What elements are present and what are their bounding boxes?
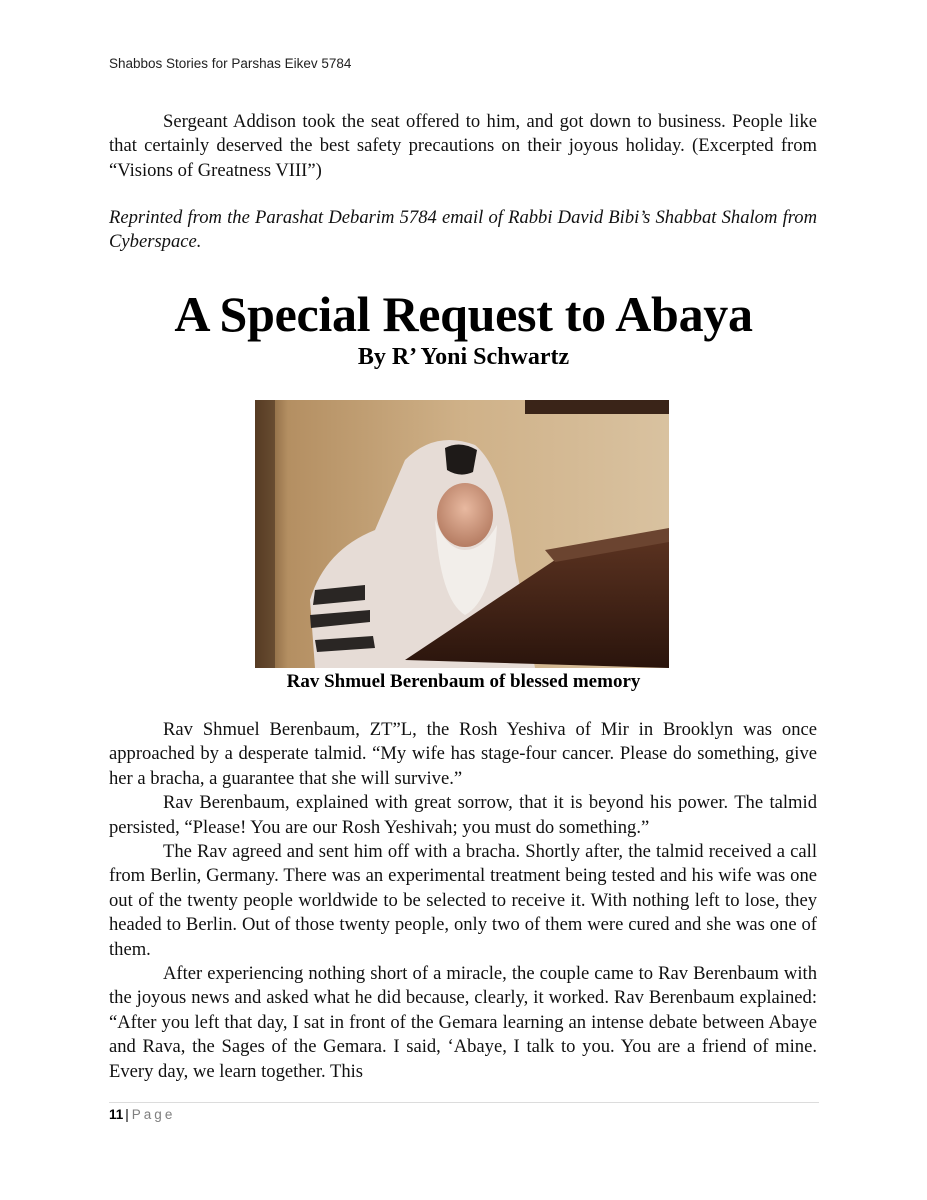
article-byline: By R’ Yoni Schwartz	[357, 344, 570, 370]
paragraph: Rav Shmuel Berenbaum, ZT”L, the Rosh Yeshiva of Mir in Brooklyn was once approached by a desperate talmid. “My wife has stage-four cancer. Please do something, give her a bracha, a guarantee that she will survive.”	[109, 719, 817, 789]
article-body	[109, 718, 817, 1084]
page-footer	[109, 1107, 175, 1122]
paragraph: Sergeant Addison took the seat offered to him, and got down to business. People like that certainly deserved the best safety precautions on their joyous holiday. (Excerpted from “Visions of Greatness VIII”)	[109, 111, 817, 181]
photo-rabbi-at-lectern-icon	[255, 400, 669, 668]
page-number: 11	[109, 1107, 124, 1122]
article-title: A Special Request to Abaya	[174, 286, 753, 342]
running-header: Shabbos Stories for Parshas Eikev 5784	[109, 56, 352, 71]
previous-story-ending	[109, 110, 817, 183]
paragraph: The Rav agreed and sent him off with a bracha. Shortly after, the talmid received a call from Berlin, Germany. There was an experimental treatment being tested and his wife was one out of the twenty people worldwide to be selected to receive it. With nothing left to lose, they headed to Berlin. Out of those twenty people, only two of them were cured and she was one of them.	[109, 841, 817, 960]
paragraph: Rav Berenbaum, explained with great sorrow, that it is beyond his power. The talmid persisted, “Please! You are our Rosh Yeshivah; you must do something.”	[109, 792, 817, 838]
article-photo	[255, 400, 669, 668]
reprint-note: Reprinted from the Parashat Debarim 5784 email of Rabbi David Bibi’s Shabbat Shalom from Cyberspace.	[109, 207, 817, 253]
photo-caption: Rav Shmuel Berenbaum of blessed memory	[286, 671, 641, 692]
paragraph: After experiencing nothing short of a miracle, the couple came to Rav Berenbaum with the joyous news and asked what he did because, clearly, it worked. Rav Berenbaum explained: “After you left that day, I sat in front of the Gemara learning an intense debate between Abaye and Rava, the Sages of the Gemara. I said, ‘Abaye, I talk to you. You are a friend of mine. Every day, we learn together. This	[109, 963, 817, 1082]
footer-divider	[109, 1102, 819, 1103]
page-label: Page	[131, 1107, 176, 1122]
footer-separator: |	[125, 1107, 129, 1122]
